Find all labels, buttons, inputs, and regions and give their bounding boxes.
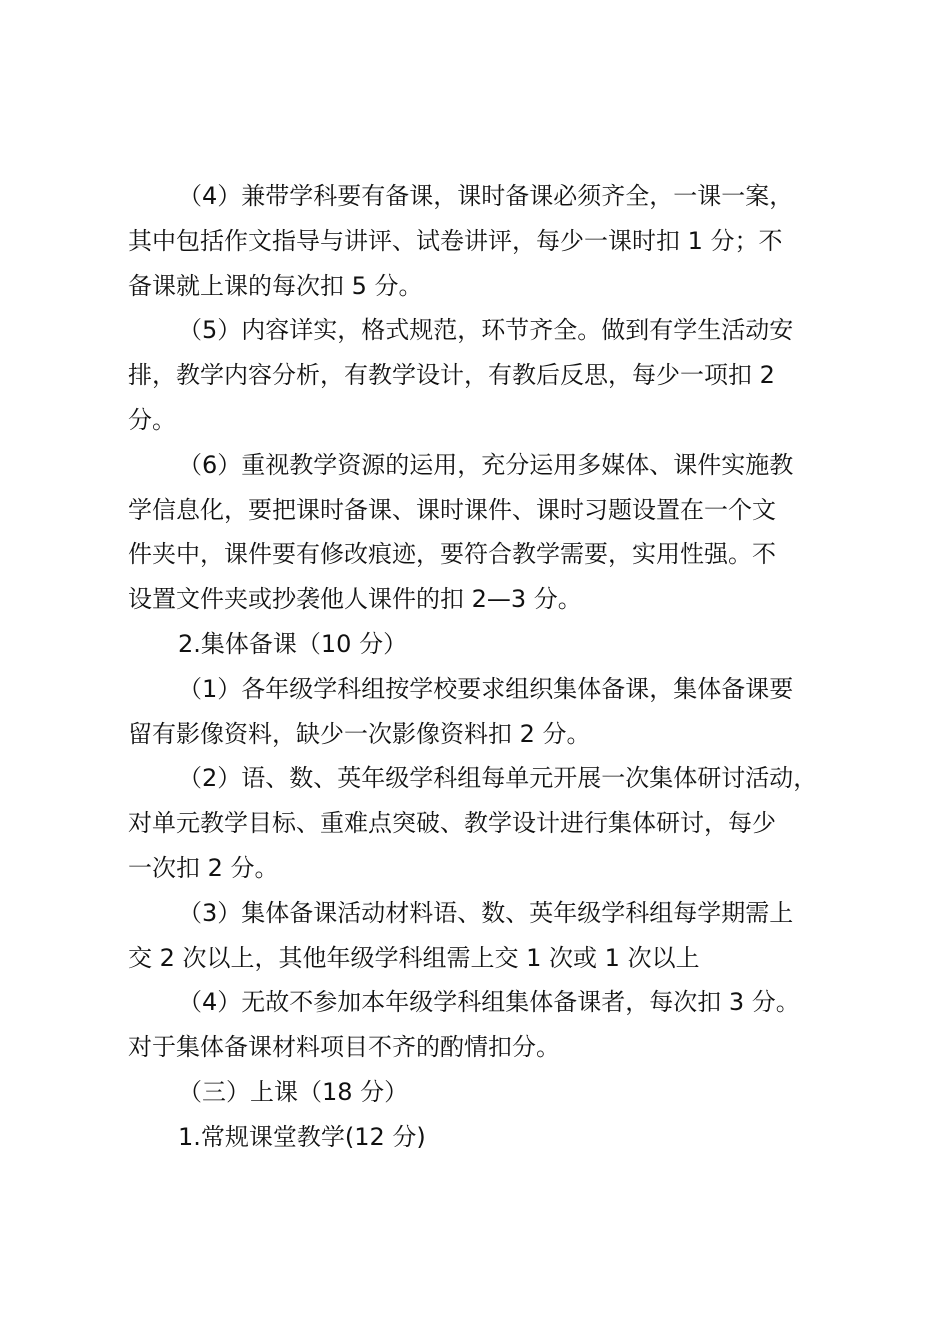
text-line: （6）重视教学资源的运用，充分运用多媒体、课件实施教 (178, 450, 794, 479)
text-line: 一次扣 2 分。 (128, 853, 279, 882)
text-line: （3）集体备课活动材料语、数、英年级学科组每学期需上 (178, 898, 794, 927)
text-line: （2）语、数、英年级学科组每单元开展一次集体研讨活动， (178, 764, 818, 793)
subsection-heading: 1.常规课堂教学(12 分) (178, 1122, 426, 1151)
document-body (128, 174, 848, 1160)
text-line: 备课就上课的每次扣 5 分。 (128, 271, 423, 300)
text-line: （5）内容详实，格式规范，环节齐全。做到有学生活动安 (178, 316, 794, 345)
text-line: （1）各年级学科组按学校要求组织集体备课，集体备课要 (178, 674, 794, 703)
text-line: 交 2 次以上，其他年级学科组需上交 1 次或 1 次以上 (128, 943, 700, 972)
text-line: 对单元教学目标、重难点突破、教学设计进行集体研讨，每少 (128, 809, 776, 838)
text-line: 留有影像资料，缺少一次影像资料扣 2 分。 (128, 719, 591, 748)
text-line: （4）兼带学科要有备课，课时备课必须齐全，一课一案， (178, 182, 794, 210)
text-line: （4）无故不参加本年级学科组集体备课者，每次扣 3 分。 (178, 988, 800, 1017)
text-line: 学信息化，要把课时备课、课时课件、课时习题设置在一个文 (128, 495, 776, 524)
text-line: 排，教学内容分析，有教学设计，有教后反思，每少一项扣 2 (128, 361, 775, 390)
section-heading: 2.集体备课（10 分） (178, 629, 408, 658)
section-heading: （三）上课（18 分） (178, 1077, 409, 1106)
text-line: 件夹中，课件要有修改痕迹，要符合教学需要，实用性强。不 (128, 540, 776, 569)
text-line: 设置文件夹或抄袭他人课件的扣 2—3 分。 (128, 585, 582, 614)
text-line: 其中包括作文指导与讲评、试卷讲评，每少一课时扣 1 分；不 (128, 226, 783, 255)
text-line: 对于集体备课材料项目不齐的酌情扣分。 (128, 1033, 560, 1062)
text-line: 分。 (128, 405, 176, 434)
